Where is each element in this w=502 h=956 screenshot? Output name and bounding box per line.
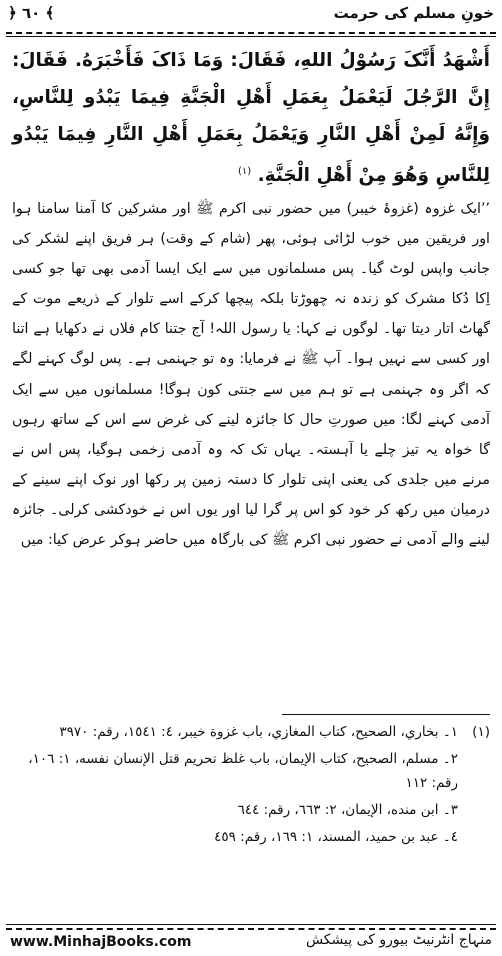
arabic-hadith-text [12, 42, 490, 194]
header-divider-thin [6, 36, 496, 37]
footnote-item: ٤۔ عبد بن حميد، المسند، ١: ١٦٩، رقم: ٤٥٩ [214, 829, 458, 845]
footnotes [12, 720, 490, 852]
footnote-reference: (١) [237, 166, 252, 177]
footnote-item [12, 720, 490, 744]
footer-website-link[interactable]: www.MinhajBooks.com [10, 934, 192, 950]
header-divider [6, 32, 496, 34]
footnote-item: ٣۔ ابن منده، الإيمان، ٢: ٦٦٣، رقم: ٦٤٤ [237, 802, 458, 818]
arabic-text-body: أَشْهَدُ أَنَّکَ رَسُوْلُ اللهِ، فَقَالَ: وَمَا ذَاکَ فَأَخْبَرَهُ. فَقَالَ: إِنَّ الرَّجُلَ لَيَعْمَلُ بِعَمَلِ أَهْلِ الْجَنَّةِ فِيمَا يَبْدُو لِلنَّاسِ، وَإِنَّهُ لَمِنْ أَهْلِ النَّارِ وَيَعْمَلُ بِعَمَلِ أَهْلِ النَّارِ فِيمَا يَبْدُو لِلنَّاسِ وَهُوَ مِنْ أَهْلِ الْجَنَّةِ. [12, 50, 490, 187]
running-title: خونِ مسلم کی حرمت [333, 4, 494, 22]
footnote-item: ٢۔ مسلم، الصحيح، کتاب الإيمان، باب غلظ تحريم قتل الإنسان نفسه، ١: ١٠٦، رقم: ١١٢ [28, 751, 458, 791]
footnote-separator [282, 714, 490, 715]
footer-publisher: منہاج انٹرنیٹ بیورو کی پیشکش [305, 932, 492, 948]
footnote-marker: (١) [472, 724, 490, 740]
urdu-translation: ’’ایک غزوہ (غزوۂ خیبر) میں حضور نبی اکرم ﷺ اور مشرکین کا آمنا سامنا ہوا اور فریقین میں خوب لڑائی ہوئی، پھر (شام کے وقت) ہر فریق اپنے لشکر کی جانب واپس لوٹ گیا۔ پس مسلمانوں میں سے ایک ایسا آدمی بھی تھا جو کسی اِکا دُکا مشرک کو زندہ نہ چھوڑتا بلکہ پیچھا کرکے اسے تلوار کے ذریعے موت کے گھاٹ اتار دیتا تھا۔ لوگوں نے کہا: یا رسول اللہ! آج جتنا کام فلاں نے دکھایا ہے اتنا اور کسی سے نہیں ہوا۔ آپ ﷺ نے فرمایا: وہ تو جہنمی ہے۔ پس لوگ کہنے لگے کہ اگر وہ جہنمی ہے تو ہم میں سے جنتی کون ہوگا! مسلمانوں میں سے ایک آدمی کہنے لگا: میں صورتِ حال کا جائزہ لینے کی غرض سے اس کے ساتھ رہوں گا خواہ یہ تیز چلے یا آہستہ۔ یہاں تک کہ وہ آدمی زخمی ہوگیا، پس اس نے مرنے میں جلدی کی یعنی اپنی تلوار کا دستہ زمین پر رکھا اور نوک اپنے سینے کے درمیان میں رکھ کر خود کو اس پر گرا لیا اور یوں اس نے خودکشی کرلی۔ جائزہ لینے والے آدمی نے حضور نبی اکرم ﷺ کی بارگاہ میں حاضر ہوکر عرض کیا: میں [12, 201, 490, 549]
page-number: ﴿ ٦٠ ﴾ [8, 4, 55, 22]
footer-divider-thin [6, 924, 496, 925]
footnote-text: ١۔ بخاري، الصحيح، کتاب المغازي، باب غزوة خيبر، ٤: ١٥٤١، رقم: ٣٩٧٠ [59, 724, 458, 740]
footer-divider [6, 928, 496, 930]
page-header [8, 4, 494, 30]
